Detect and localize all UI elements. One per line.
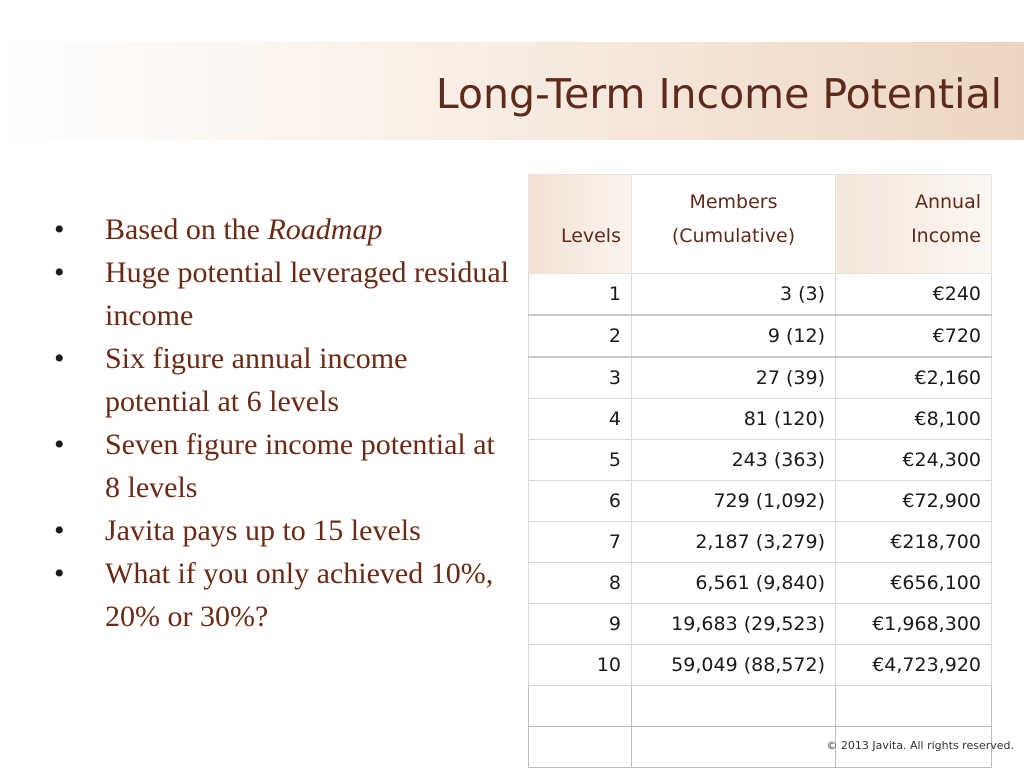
cell-level: 3 <box>529 357 632 399</box>
cell-level: 8 <box>529 563 632 604</box>
cell-level: 1 <box>529 274 632 316</box>
bullet-marker: • <box>54 557 65 590</box>
header-members: Members (Cumulative) <box>632 175 836 274</box>
bullet-marker: • <box>54 514 65 547</box>
cell-level: 6 <box>529 481 632 522</box>
bullet-text: What if you only achieved 10%, 20% or 30%? <box>105 557 494 633</box>
bullet-list <box>54 208 514 638</box>
empty-cell <box>836 686 992 727</box>
cell-members: 3 (3) <box>632 274 836 316</box>
cell-members: 27 (39) <box>632 357 836 399</box>
cell-income: €1,968,300 <box>836 604 992 645</box>
cell-level: 4 <box>529 399 632 440</box>
cell-members: 81 (120) <box>632 399 836 440</box>
bullet-marker: • <box>54 342 65 375</box>
empty-cell <box>529 727 632 768</box>
bullet-item <box>54 509 514 552</box>
cell-income: €720 <box>836 315 992 357</box>
bullet-text: Based on the <box>105 213 268 246</box>
cell-income: €656,100 <box>836 563 992 604</box>
table-row <box>529 522 992 563</box>
table-row <box>529 563 992 604</box>
cell-income: €2,160 <box>836 357 992 399</box>
cell-level: 7 <box>529 522 632 563</box>
cell-level: 2 <box>529 315 632 357</box>
bullet-text: Seven figure income potential at 8 levels <box>105 428 495 504</box>
bullet-marker: • <box>54 428 65 461</box>
header-levels: Levels <box>529 175 632 274</box>
cell-members: 243 (363) <box>632 440 836 481</box>
header-annual-income: Annual Income <box>836 175 992 274</box>
empty-row <box>529 686 992 727</box>
bullet-item <box>54 337 514 423</box>
table-row <box>529 481 992 522</box>
table-row <box>529 440 992 481</box>
cell-members: 6,561 (9,840) <box>632 563 836 604</box>
table-header-row <box>529 175 992 274</box>
cell-level: 5 <box>529 440 632 481</box>
bullet-emphasis: Roadmap <box>267 213 383 246</box>
cell-level: 10 <box>529 645 632 686</box>
bullet-item <box>54 423 514 509</box>
cell-members: 19,683 (29,523) <box>632 604 836 645</box>
table-row <box>529 274 992 316</box>
table-row <box>529 604 992 645</box>
slide-title: Long-Term Income Potential <box>435 70 1002 118</box>
bullet-text: Six figure annual income potential at 6 levels <box>105 342 408 418</box>
table-row <box>529 315 992 357</box>
cell-income: €218,700 <box>836 522 992 563</box>
table-row <box>529 645 992 686</box>
bullet-marker: • <box>54 256 65 289</box>
cell-income: €24,300 <box>836 440 992 481</box>
cell-income: €72,900 <box>836 481 992 522</box>
cell-members: 9 (12) <box>632 315 836 357</box>
empty-cell <box>632 686 836 727</box>
empty-cell <box>529 686 632 727</box>
cell-income: €240 <box>836 274 992 316</box>
bullet-marker: • <box>54 213 65 246</box>
bullet-item <box>54 552 514 638</box>
table-row <box>529 399 992 440</box>
cell-income: €8,100 <box>836 399 992 440</box>
empty-cell <box>632 727 836 768</box>
bullet-item <box>54 251 514 337</box>
copyright-footer: © 2013 Javita. All rights reserved. <box>826 739 1014 752</box>
bullet-item <box>54 208 514 251</box>
cell-members: 2,187 (3,279) <box>632 522 836 563</box>
cell-members: 729 (1,092) <box>632 481 836 522</box>
bullet-text: Javita pays up to 15 levels <box>105 514 421 547</box>
table-row <box>529 357 992 399</box>
cell-income: €4,723,920 <box>836 645 992 686</box>
cell-members: 59,049 (88,572) <box>632 645 836 686</box>
bullet-text: Huge potential leveraged residual income <box>105 256 510 332</box>
cell-level: 9 <box>529 604 632 645</box>
income-table <box>528 174 992 768</box>
